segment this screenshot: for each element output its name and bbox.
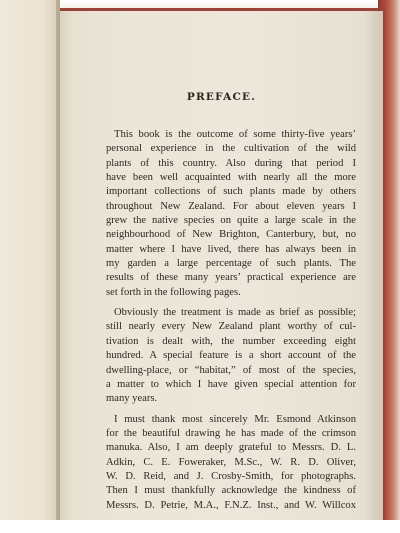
printed-page xyxy=(60,11,383,521)
text-line: still nearly every New Zealand plant worthy of cul- xyxy=(106,321,356,333)
text-line: Adkin, C. E. Foweraker, M.Sc., W. R. D. Oliver, xyxy=(106,456,356,468)
bottom-background xyxy=(0,520,400,533)
text-line: Obviously the treatment is made as brief as possible; xyxy=(114,307,356,319)
text-line: have been well acquainted with nearly all the more xyxy=(106,172,356,184)
text-line: matter where I have lived, there has always been in xyxy=(106,243,356,255)
text-line: grew the native species on quite a large scale in the xyxy=(106,215,356,227)
text-line: This book is the outcome of some thirty-five years’ xyxy=(114,129,356,140)
facing-page xyxy=(0,0,62,533)
text-line: results of these many years’ practical experience are xyxy=(106,272,356,284)
text-line: Messrs. D. Petrie, M.A., F.N.Z. Inst., and W. Willcox xyxy=(106,499,356,511)
text-line: personal experience in the cultivation of the wild xyxy=(106,143,356,155)
text-line: neighbourhood of New Brighton, Canterbury, but, no xyxy=(106,229,356,241)
text-line: plants of this country. Also during that period I xyxy=(106,157,356,169)
text-line: throughout New Zealand. For about eleven years I xyxy=(106,200,356,212)
text-line: for the beautiful drawing he has made of the crimson xyxy=(106,427,356,439)
preface-text xyxy=(106,128,356,519)
paragraph-3 xyxy=(106,413,356,513)
text-line: hundred. A special feature is a short account of the xyxy=(106,350,356,362)
text-line: dwelling-place, or “habitat,” of most of the species, xyxy=(106,364,356,376)
text-line: Then I must thankfully acknowledge the kindness of xyxy=(106,485,356,497)
text-line: manuka. Also, I am deeply grateful to Messrs. D. L. xyxy=(106,442,356,454)
text-line: tivation is dealt with, the number exceeding eight xyxy=(106,335,356,347)
paragraph-2 xyxy=(106,306,356,406)
text-line: W. D. Reid, and J. Crosby-Smith, for photographs. xyxy=(106,470,356,482)
text-line: a matter to which I have given special attention for xyxy=(106,378,356,390)
text-line: I must thank most sincerely Mr. Esmond Atkinson xyxy=(114,413,356,425)
text-line: many years. xyxy=(106,393,158,405)
text-line: set forth in the following pages. xyxy=(106,286,241,298)
text-line: important collections of such plants made by others xyxy=(106,186,356,198)
page-heading: PREFACE. xyxy=(186,91,257,103)
text-line: my garden a large percentage of such plants. The xyxy=(106,258,356,270)
paragraph-1 xyxy=(106,128,356,300)
